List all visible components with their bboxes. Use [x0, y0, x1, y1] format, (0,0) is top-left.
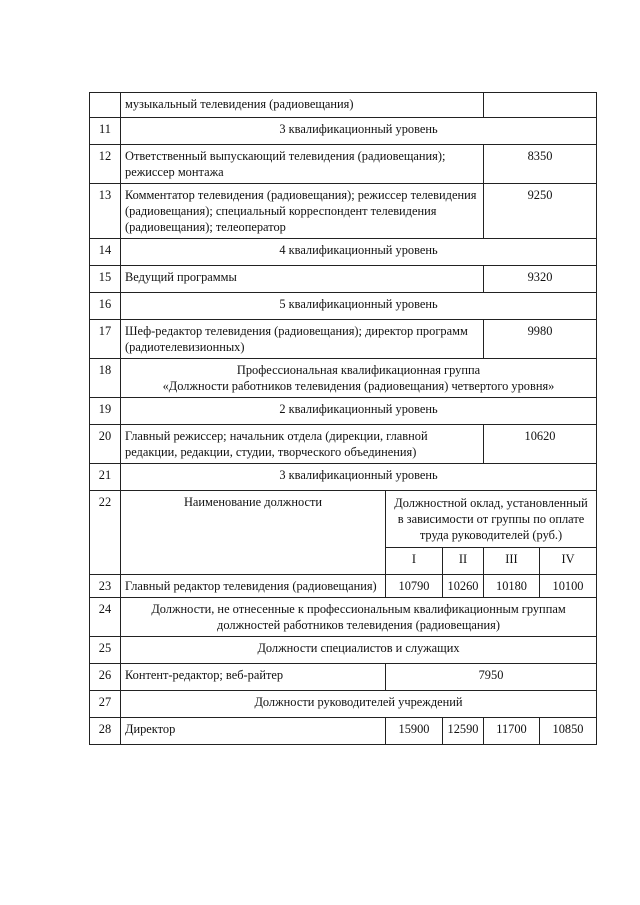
row-number: 21: [90, 464, 121, 491]
row-number: 13: [90, 184, 121, 239]
table-row: [90, 718, 597, 745]
qualification-level-heading: 2 квалификационный уровень: [121, 398, 597, 425]
table-row: [90, 118, 597, 145]
position-name: музыкальный телевидения (радиовещания): [121, 93, 484, 118]
salary-value: 9250: [484, 184, 597, 239]
group-header-iv: IV: [540, 548, 597, 575]
group-subtitle: «Должности работников телевидения (радиовещания) четвертого уровня»: [162, 379, 555, 393]
salary-value: 10180: [484, 575, 540, 598]
table-row: [90, 320, 597, 359]
position-name: Директор: [121, 718, 386, 745]
position-name: Комментатор телевидения (радиовещания); режиссер телевидения (радиовещания); специальный корреспондент телевидения (радиовещания); телеоператор: [121, 184, 484, 239]
qualification-level-heading: 3 квалификационный уровень: [121, 464, 597, 491]
position-name-header: Наименование должности: [121, 491, 386, 575]
position-name: Ведущий программы: [121, 266, 484, 293]
row-number: 18: [90, 359, 121, 398]
position-name: Главный режиссер; начальник отдела (дирекции, главной редакции, редакции, студии, творческого объединения): [121, 425, 484, 464]
salary-value: 12590: [443, 718, 484, 745]
section-heading: Должности специалистов и служащих: [121, 637, 597, 664]
group-header-iii: III: [484, 548, 540, 575]
row-number: 26: [90, 664, 121, 691]
table-row: [90, 664, 597, 691]
salary-value: 9980: [484, 320, 597, 359]
qualification-level-heading: 5 квалификационный уровень: [121, 293, 597, 320]
row-number: 22: [90, 491, 121, 575]
salary-value: 9320: [484, 266, 597, 293]
table-row: [90, 575, 597, 598]
salary-value: 8350: [484, 145, 597, 184]
row-number: 19: [90, 398, 121, 425]
table-row: [90, 691, 597, 718]
table-row: [90, 425, 597, 464]
row-number: 17: [90, 320, 121, 359]
row-number: 14: [90, 239, 121, 266]
table-row: [90, 266, 597, 293]
position-name: Контент-редактор; веб-райтер: [121, 664, 386, 691]
salary-value: 10260: [443, 575, 484, 598]
salary-header: Должностной оклад, установленный в зависимости от группы по оплате труда руководителей (руб.): [386, 491, 597, 548]
salary-value: 10620: [484, 425, 597, 464]
qualification-level-heading: 3 квалификационный уровень: [121, 118, 597, 145]
row-number: 11: [90, 118, 121, 145]
position-name: Шеф-редактор телевидения (радиовещания); директор программ (радиотелевизионных): [121, 320, 484, 359]
qualification-level-heading: 4 квалификационный уровень: [121, 239, 597, 266]
salary-value: 15900: [386, 718, 443, 745]
table-row: [90, 93, 597, 118]
row-number: 16: [90, 293, 121, 320]
table-row: [90, 637, 597, 664]
group-title: Профессиональная квалификационная группа: [236, 363, 481, 377]
section-heading: Должности руководителей учреждений: [121, 691, 597, 718]
salary-value: [484, 93, 597, 118]
row-number: 28: [90, 718, 121, 745]
salary-value: 10850: [540, 718, 597, 745]
table-row: [90, 491, 597, 548]
row-number: [90, 93, 121, 118]
row-number: 20: [90, 425, 121, 464]
section-heading: Должности, не отнесенные к профессиональным квалификационным группам должностей работников телевидения (радиовещания): [121, 598, 597, 637]
position-name: Главный редактор телевидения (радиовещания): [121, 575, 386, 598]
salary-value: 10790: [386, 575, 443, 598]
table-row: [90, 184, 597, 239]
salary-value: 10100: [540, 575, 597, 598]
table-row: [90, 359, 597, 398]
row-number: 12: [90, 145, 121, 184]
salary-value: 11700: [484, 718, 540, 745]
row-number: 25: [90, 637, 121, 664]
table-row: [90, 464, 597, 491]
row-number: 23: [90, 575, 121, 598]
professional-group-heading: [121, 359, 597, 398]
table-row: [90, 239, 597, 266]
group-header-ii: II: [443, 548, 484, 575]
row-number: 27: [90, 691, 121, 718]
table-row: [90, 398, 597, 425]
row-number: 15: [90, 266, 121, 293]
group-header-i: I: [386, 548, 443, 575]
table-row: [90, 293, 597, 320]
position-name: Ответственный выпускающий телевидения (радиовещания); режиссер монтажа: [121, 145, 484, 184]
table-row: [90, 145, 597, 184]
salary-table: [89, 92, 597, 745]
salary-value: 7950: [386, 664, 597, 691]
row-number: 24: [90, 598, 121, 637]
table-row: [90, 598, 597, 637]
